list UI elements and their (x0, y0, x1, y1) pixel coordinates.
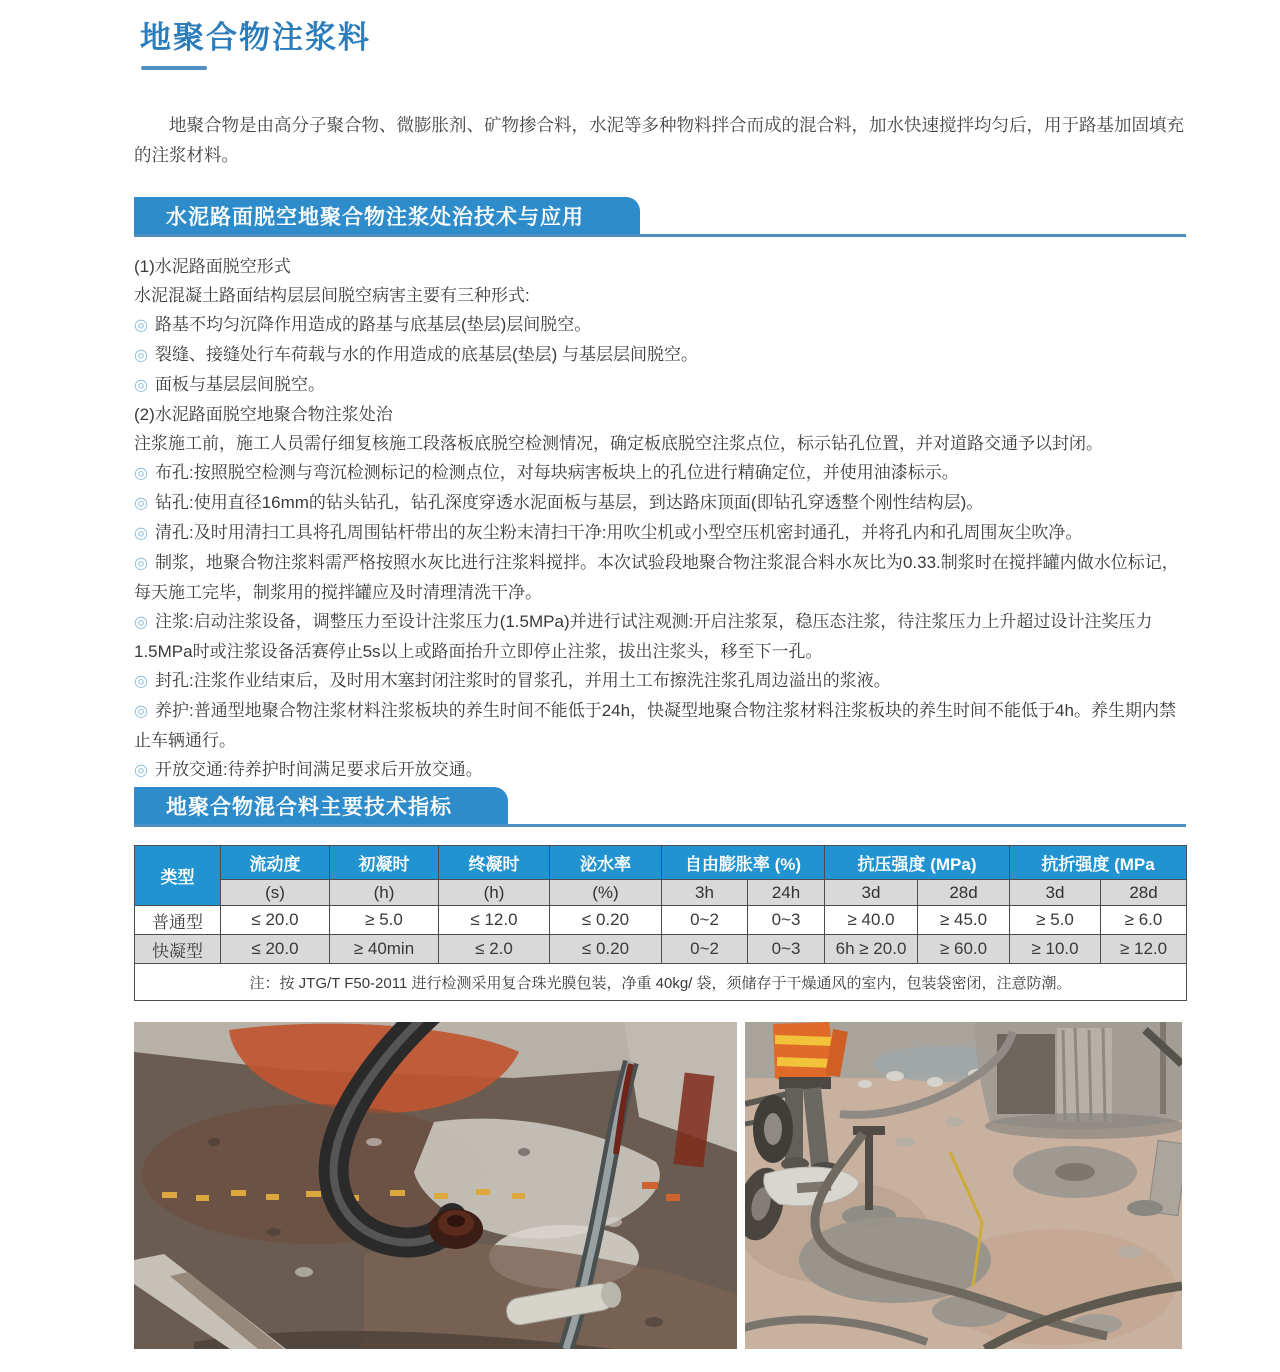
section1-header (134, 197, 1186, 237)
row-type-cell: 快凝型 (135, 935, 221, 964)
subheader-cell: 3d (1010, 880, 1101, 906)
bullet-item: ◎ 裂缝、接缝处行车荷载与水的作用造成的底基层(垫层) 与基层层间脱空。 (134, 345, 699, 364)
value-cell: ≥ 45.0 (918, 906, 1010, 935)
subheader-cell: (s) (221, 880, 330, 906)
photo-gallery (134, 1022, 1182, 1349)
photo-left-illustration (134, 1022, 737, 1349)
section2-banner: 地聚合物混合料主要技术指标 (134, 787, 508, 824)
subheader-cell: (%) (550, 880, 662, 906)
subheader-cell: 3h (662, 880, 748, 906)
value-cell: ≤ 12.0 (439, 906, 550, 935)
bullet-item: ◎ 面板与基层层间脱空。 (134, 375, 325, 394)
value-cell: ≥ 40min (330, 935, 439, 964)
header-flexural: 抗折强度 (MPa (1010, 846, 1187, 880)
bullet-item: ◎ 路基不均匀沉降作用造成的路基与底基层(垫层)层间脱空。 (134, 315, 592, 334)
body-paragraph: 水泥混凝土路面结构层层间脱空病害主要有三种形式: (134, 286, 530, 305)
value-cell: ≥ 5.0 (330, 906, 439, 935)
header-bleeding: 泌水率 (550, 846, 662, 880)
value-cell: ≤ 0.20 (550, 935, 662, 964)
subheader-cell: (h) (330, 880, 439, 906)
table-subheader-row (135, 880, 1187, 906)
subheader-cell: 28d (1101, 880, 1187, 906)
table-row-ordinary (135, 906, 1187, 935)
bullet-item: ◎ 布孔:按照脱空检测与弯沉检测标记的检测点位，对每块病害板块上的孔位进行精确定位，并使用油漆标示。 (134, 463, 959, 482)
value-cell: ≥ 60.0 (918, 935, 1010, 964)
header-expansion: 自由膨胀率 (%) (662, 846, 825, 880)
section1-banner: 水泥路面脱空地聚合物注浆处治技术与应用 (134, 197, 640, 234)
photo-worker-grouting-site (745, 1022, 1182, 1349)
bullet-icon: ◎ (134, 525, 148, 542)
intro-paragraph: 地聚合物是由高分子聚合物、微膨胀剂、矿物掺合料，水泥等多种物料拌合而成的混合料，加水快速搅拌均匀后，用于路基加固填充的注浆材料。 (134, 115, 1184, 165)
header-initial-set: 初凝时 (330, 846, 439, 880)
bullet-icon: ◎ (134, 465, 148, 482)
body-paragraph: (1)水泥路面脱空形式 (134, 257, 291, 276)
bullet-item: ◎ 开放交通:待养护时间满足要求后开放交通。 (134, 760, 483, 779)
spec-table (134, 845, 1187, 1001)
bullet-item: ◎ 注浆:启动注浆设备，调整压力至设计注浆压力(1.5MPa)并进行试注观测:开启注浆泵，稳压态注浆，待注浆压力上升超过设计注奖压力1.5MPa时或注浆设备活赛停止5s以上或路面抬升立即停止注浆，拔出注浆头，移至下一孔。 (134, 612, 1153, 661)
value-cell: ≥ 10.0 (1010, 935, 1101, 964)
bullet-icon: ◎ (134, 377, 148, 394)
subheader-cell: 28d (918, 880, 1010, 906)
row-type-cell: 普通型 (135, 906, 221, 935)
bullet-item: ◎ 清孔:及时用清扫工具将孔周围钻杆带出的灰尘粉末清扫干净:用吹尘机或小型空压机密封通孔，并将孔内和孔周围灰尘吹净。 (134, 523, 1083, 542)
table-row-rapid (135, 935, 1187, 964)
value-cell: 0~2 (662, 906, 748, 935)
page-title: 地聚合物注浆料 (140, 20, 371, 55)
bullet-item: ◎ 钻孔:使用直径16mm的钻头钻孔，钻孔深度穿透水泥面板与基层，到达路床顶面(即钻孔穿透整个刚性结构层)。 (134, 493, 984, 512)
photo-right-illustration (745, 1022, 1182, 1349)
value-cell: ≥ 5.0 (1010, 906, 1101, 935)
bullet-item: ◎ 制浆，地聚合物注浆料需严格按照水灰比进行注浆料搅拌。本次试验段地聚合物注浆混合料水灰比为0.33.制浆时在搅拌罐内做水位标记，每天施工完毕，制浆用的搅拌罐应及时清理清洗干净。 (134, 553, 1179, 602)
value-cell: 0~2 (662, 935, 748, 964)
subheader-cell: (h) (439, 880, 550, 906)
bullet-icon: ◎ (134, 614, 148, 631)
title-underline (141, 66, 207, 70)
table-note: 注：按 JTG/T F50-2011 进行检测采用复合珠光膜包装，净重 40kg/ 袋，须储存于干燥通风的室内，包装袋密闭，注意防潮。 (135, 964, 1187, 1001)
value-cell: ≥ 12.0 (1101, 935, 1187, 964)
value-cell: ≤ 0.20 (550, 906, 662, 935)
header-fluidity: 流动度 (221, 846, 330, 880)
bullet-icon: ◎ (134, 673, 148, 690)
bullet-icon: ◎ (134, 762, 148, 779)
value-cell: ≤ 2.0 (439, 935, 550, 964)
header-compressive: 抗压强度 (MPa) (825, 846, 1010, 880)
body-paragraph: (2)水泥路面脱空地聚合物注浆处治 (134, 405, 393, 424)
bullet-item: ◎ 养护:普通型地聚合物注浆材料注浆板块的养生时间不能低于24h，快凝型地聚合物注浆材料注浆板块的养生时间不能低于4h。养生期内禁止车辆通行。 (134, 701, 1176, 750)
bullet-item: ◎ 封孔:注浆作业结束后，及时用木塞封闭注浆时的冒浆孔，并用土工布擦洗注浆孔周边溢出的浆液。 (134, 671, 891, 690)
value-cell: ≤ 20.0 (221, 935, 330, 964)
body-paragraph: 注浆施工前，施工人员需仔细复核施工段落板底脱空检测情况，确定板底脱空注浆点位，标示钻孔位置，并对道路交通予以封闭。 (134, 434, 1103, 453)
header-type: 类型 (135, 846, 221, 906)
section2-header (134, 787, 1186, 827)
photo-pavement-grouting-hose (134, 1022, 737, 1349)
header-final-set: 终凝时 (439, 846, 550, 880)
subheader-cell: 3d (825, 880, 918, 906)
value-cell: 0~3 (748, 906, 825, 935)
table-header-row (135, 846, 1187, 880)
bullet-icon: ◎ (134, 555, 148, 572)
value-cell: 0~3 (748, 935, 825, 964)
value-cell: ≤ 20.0 (221, 906, 330, 935)
table-note-row (135, 964, 1187, 1001)
subheader-cell: 24h (748, 880, 825, 906)
value-cell: ≥ 6.0 (1101, 906, 1187, 935)
bullet-icon: ◎ (134, 703, 148, 720)
bullet-icon: ◎ (134, 495, 148, 512)
value-cell: 6h ≥ 20.0 (825, 935, 918, 964)
section1-body (134, 252, 1192, 785)
value-cell: ≥ 40.0 (825, 906, 918, 935)
bullet-icon: ◎ (134, 347, 148, 364)
bullet-icon: ◎ (134, 317, 148, 334)
